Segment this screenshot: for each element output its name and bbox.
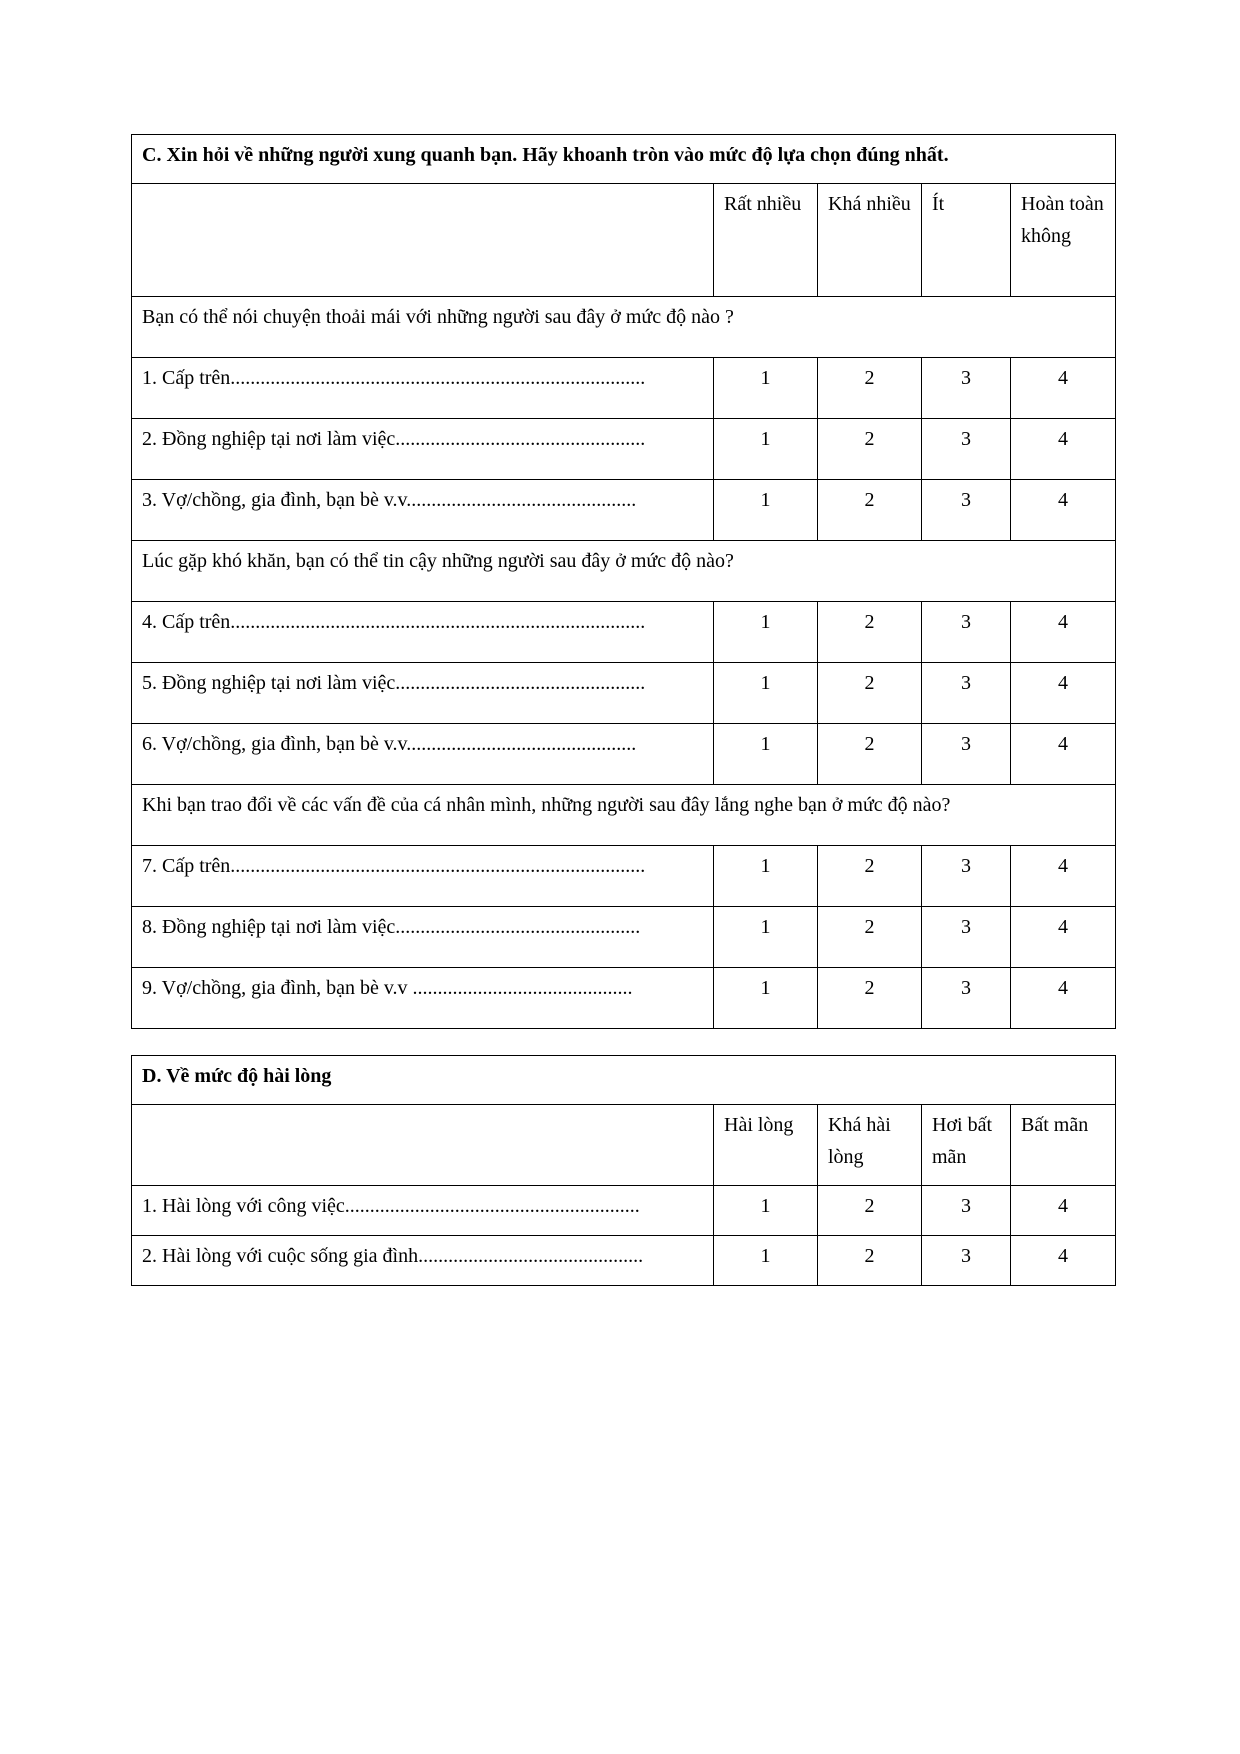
rating-option[interactable]: 2 [818, 358, 922, 419]
header-blank-cell [132, 1105, 714, 1186]
column-header: Hoàn toàn không [1011, 184, 1116, 297]
rating-option[interactable]: 4 [1011, 724, 1116, 785]
rating-option[interactable]: 2 [818, 724, 922, 785]
question-text: Bạn có thể nói chuyện thoải mái với những người sau đây ở mức độ nào ? [132, 297, 1116, 358]
section-c-title: C. Xin hỏi về những người xung quanh bạn. Hãy khoanh tròn vào mức độ lựa chọn đúng nhất. [132, 135, 1116, 184]
rating-option[interactable]: 4 [1011, 846, 1116, 907]
rating-option[interactable]: 3 [922, 602, 1011, 663]
rating-option[interactable]: 2 [818, 907, 922, 968]
rating-option[interactable]: 4 [1011, 1186, 1116, 1236]
column-header: Hài lòng [714, 1105, 818, 1186]
rating-option[interactable]: 1 [714, 358, 818, 419]
rating-option[interactable]: 1 [714, 480, 818, 541]
table-row [132, 1186, 1116, 1236]
rating-option[interactable]: 2 [818, 1236, 922, 1286]
column-header: Ít [922, 184, 1011, 297]
item-label: 9. Vợ/chồng, gia đình, bạn bè v.v ............................................ [132, 968, 714, 1029]
table-row [132, 663, 1116, 724]
rating-option[interactable]: 1 [714, 1236, 818, 1286]
table-row [132, 968, 1116, 1029]
item-label: 3. Vợ/chồng, gia đình, bạn bè v.v.............................................. [132, 480, 714, 541]
table-row [132, 480, 1116, 541]
question-text: Khi bạn trao đổi về các vấn đề của cá nhân mình, những người sau đây lắng nghe bạn ở mức độ nào? [132, 785, 1116, 846]
item-label: 1. Cấp trên................................................................................... [132, 358, 714, 419]
item-label: 1. Hài lòng với công việc........................................................... [132, 1186, 714, 1236]
rating-option[interactable]: 4 [1011, 663, 1116, 724]
column-header: Khá nhiều [818, 184, 922, 297]
rating-option[interactable]: 1 [714, 1186, 818, 1236]
item-label: 4. Cấp trên................................................................................... [132, 602, 714, 663]
header-blank-cell [132, 184, 714, 297]
question-row [132, 297, 1116, 358]
rating-option[interactable]: 3 [922, 724, 1011, 785]
rating-option[interactable]: 3 [922, 846, 1011, 907]
rating-option[interactable]: 1 [714, 602, 818, 663]
rating-option[interactable]: 3 [922, 419, 1011, 480]
rating-option[interactable]: 1 [714, 419, 818, 480]
section-d-table [131, 1055, 1116, 1286]
question-row [132, 541, 1116, 602]
rating-option[interactable]: 3 [922, 1186, 1011, 1236]
question-row [132, 785, 1116, 846]
column-header: Hơi bất mãn [922, 1105, 1011, 1186]
table-row [132, 846, 1116, 907]
rating-option[interactable]: 2 [818, 1186, 922, 1236]
rating-option[interactable]: 4 [1011, 602, 1116, 663]
table-row [132, 602, 1116, 663]
rating-option[interactable]: 4 [1011, 419, 1116, 480]
rating-option[interactable]: 1 [714, 724, 818, 785]
rating-option[interactable]: 4 [1011, 358, 1116, 419]
item-label: 2. Đồng nghiệp tại nơi làm việc.................................................. [132, 419, 714, 480]
rating-option[interactable]: 2 [818, 419, 922, 480]
column-header: Khá hài lòng [818, 1105, 922, 1186]
rating-option[interactable]: 4 [1011, 1236, 1116, 1286]
rating-option[interactable]: 2 [818, 480, 922, 541]
rating-option[interactable]: 4 [1011, 907, 1116, 968]
table-row [132, 358, 1116, 419]
rating-option[interactable]: 2 [818, 846, 922, 907]
column-header: Bất mãn [1011, 1105, 1116, 1186]
rating-option[interactable]: 3 [922, 968, 1011, 1029]
item-label: 6. Vợ/chồng, gia đình, bạn bè v.v.............................................. [132, 724, 714, 785]
rating-option[interactable]: 3 [922, 663, 1011, 724]
table-row [132, 419, 1116, 480]
rating-option[interactable]: 3 [922, 907, 1011, 968]
question-text: Lúc gặp khó khăn, bạn có thể tin cậy những người sau đây ở mức độ nào? [132, 541, 1116, 602]
section-c-table [131, 134, 1116, 1029]
table-row [132, 907, 1116, 968]
item-label: 2. Hài lòng với cuộc sống gia đình............................................. [132, 1236, 714, 1286]
rating-option[interactable]: 3 [922, 1236, 1011, 1286]
rating-option[interactable]: 3 [922, 358, 1011, 419]
rating-option[interactable]: 2 [818, 602, 922, 663]
rating-option[interactable]: 1 [714, 968, 818, 1029]
rating-option[interactable]: 1 [714, 663, 818, 724]
item-label: 5. Đồng nghiệp tại nơi làm việc.................................................. [132, 663, 714, 724]
table-row [132, 724, 1116, 785]
rating-option[interactable]: 4 [1011, 480, 1116, 541]
table-row [132, 1236, 1116, 1286]
item-label: 8. Đồng nghiệp tại nơi làm việc................................................. [132, 907, 714, 968]
rating-option[interactable]: 4 [1011, 968, 1116, 1029]
item-label: 7. Cấp trên................................................................................... [132, 846, 714, 907]
column-header: Rất nhiều [714, 184, 818, 297]
rating-option[interactable]: 2 [818, 663, 922, 724]
rating-option[interactable]: 1 [714, 846, 818, 907]
rating-option[interactable]: 1 [714, 907, 818, 968]
rating-option[interactable]: 3 [922, 480, 1011, 541]
section-d-title: D. Về mức độ hài lòng [132, 1056, 1116, 1105]
rating-option[interactable]: 2 [818, 968, 922, 1029]
